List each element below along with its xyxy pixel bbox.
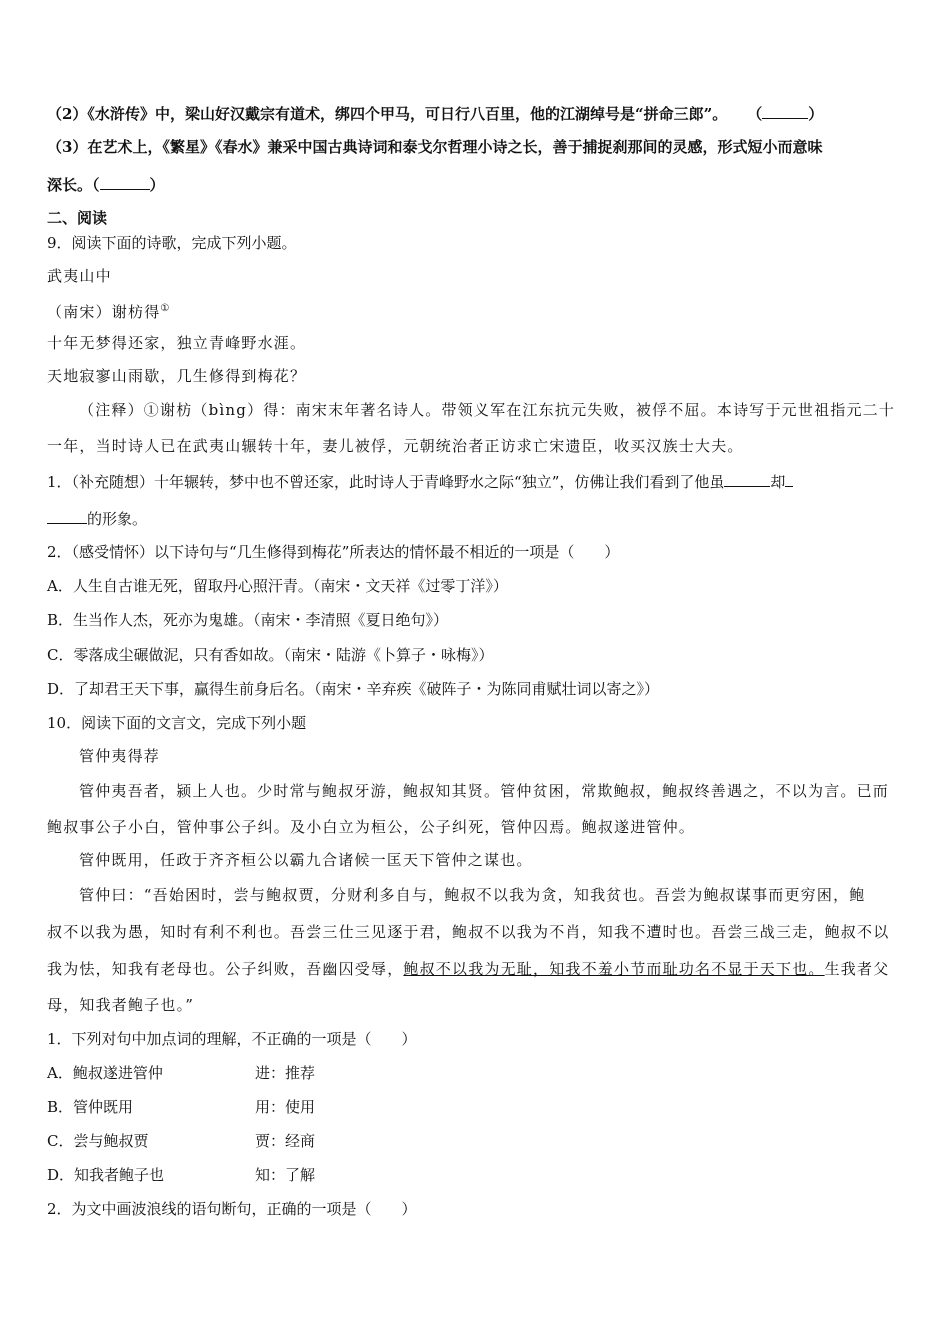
answer-blank[interactable] xyxy=(785,471,793,487)
poem-title: 武夷山中 xyxy=(47,267,112,285)
footnote-mark: ① xyxy=(160,303,171,314)
question-8-2 xyxy=(47,103,823,124)
question-9-sub1-line2: 的形象。 xyxy=(47,508,147,529)
passage-p3-line1: 管仲曰：“吾始困时，尝与鲍叔贾，分财利多自与，鲍叔不以我为贪，知我贫也。吾尝为鲍叔谋事而更穷困，鲍 xyxy=(79,886,866,904)
poem-author: （南宋）谢枋得① xyxy=(47,303,171,321)
question-9-intro: 9．阅读下面的诗歌，完成下列小题。 xyxy=(47,234,297,252)
poem-note-line2: 一年，当时诗人已在武夷山辗转十年，妻儿被俘，元朝统治者正访求亡宋遗臣，收买汉族士大夫。 xyxy=(47,437,744,455)
paren-open: （ xyxy=(747,105,763,123)
question-8-3-line1: （3）在艺术上，《繁星》《春水》兼采中国古典诗词和泰戈尔哲理小诗之长，善于捕捉刹那间的灵感，形式短小而意味 xyxy=(47,138,823,156)
underlined-sentence: 鲍叔不以我为无耻，知我不羞小节而耻功名不显于天下也。 xyxy=(403,960,825,978)
poem-line-2: 天地寂寥山雨歇，几生修得到梅花？ xyxy=(47,367,307,385)
paren-close: ） xyxy=(149,176,165,194)
question-10-intro: 10．阅读下面的文言文，完成下列小题 xyxy=(47,714,307,732)
passage-p3-line2: 叔不以我为愚，知时有利不利也。吾尝三仕三见逐于君，鲍叔不以我为不肖，知我不遭时也。吾尝三战三走，鲍叔不以 xyxy=(47,923,890,941)
question-9-sub2: 2．（感受情怀）以下诗句与“几生修得到梅花”所表达的情怀最不相近的一项是（ ） xyxy=(47,543,620,561)
option-c[interactable]: C．零落成尘碾做泥，只有香如故。（南宋・陆游《卜算子・咏梅》） xyxy=(47,646,494,664)
answer-blank[interactable] xyxy=(762,103,808,119)
word-option-a[interactable]: A．鲍叔遂进管仲 进：推荐 xyxy=(47,1064,316,1082)
passage-p1-line2: 鲍叔事公子小白，管仲事公子纠。及小白立为桓公，公子纠死，管仲囚焉。鲍叔遂进管仲。 xyxy=(47,818,696,836)
question-10-sub1: 1．下列对句中加点词的理解，不正确的一项是（ ） xyxy=(47,1030,417,1048)
question-9-sub1-line1: 1．（补充随想）十年辗转，梦中也不曾还家，此时诗人于青峰野水之际“独立”，仿佛让我们看到了他虽 却 xyxy=(47,471,793,492)
word-option-d[interactable]: D．知我者鲍子也 知：了解 xyxy=(47,1166,316,1184)
option-b[interactable]: B．生当作人杰，死亦为鬼雄。（南宋・李清照《夏日绝句》） xyxy=(47,611,449,629)
passage-p2: 管仲既用，任政于齐齐桓公以霸九合诸候一匡天下管仲之谋也。 xyxy=(79,851,533,869)
poem-line-1: 十年无梦得还家，独立青峰野水涯。 xyxy=(47,334,307,352)
passage-p1-line1: 管仲夷吾者，颍上人也。少时常与鲍叔牙游，鲍叔知其贤。管仲贫困，常欺鲍叔，鲍叔终善遇之，不以为言。已而 xyxy=(79,782,890,800)
question-8-2-text: （2）《水浒传》中，梁山好汉戴宗有道术，绑四个甲马，可日行八百里，他的江湖绰号是“拼命三郎”。 xyxy=(47,105,728,123)
passage-title: 管仲夷得荐 xyxy=(79,747,161,765)
option-d[interactable]: D．了却君王天下事，赢得生前身后名。（南宋・辛弃疾《破阵子・为陈同甫赋壮词以寄之》） xyxy=(47,680,660,698)
answer-blank[interactable] xyxy=(724,471,770,487)
poem-note-line1: （注释）①谢枋（bìng）得：南宋末年著名诗人。带领义军在江东抗元失败，被俘不屈。本诗写于元世祖指元二十 xyxy=(79,401,896,419)
question-8-3-line2 xyxy=(47,174,165,195)
passage-p3-line3: 我为怯，知我有老母也。公子纠败，吾幽囚受辱，鲍叔不以我为无耻，知我不羞小节而耻功名不显于天下也。生我者父 xyxy=(47,960,890,978)
word-option-b[interactable]: B．管仲既用 用：使用 xyxy=(47,1098,316,1116)
question-10-sub2: 2．为文中画波浪线的语句断句，正确的一项是（ ） xyxy=(47,1200,417,1218)
word-option-c[interactable]: C．尝与鲍叔贾 贾：经商 xyxy=(47,1132,316,1150)
paren-close: ） xyxy=(808,105,824,123)
question-8-3-tail: 深长。（ xyxy=(47,176,100,194)
answer-blank[interactable] xyxy=(100,174,150,190)
answer-blank[interactable] xyxy=(47,508,87,524)
option-a[interactable]: A．人生自古谁无死，留取丹心照汗青。（南宋・文天祥《过零丁洋》） xyxy=(47,577,508,595)
section-heading-reading: 二、阅读 xyxy=(47,209,108,227)
passage-p3-line4: 母，知我者鲍子也。” xyxy=(47,996,195,1014)
